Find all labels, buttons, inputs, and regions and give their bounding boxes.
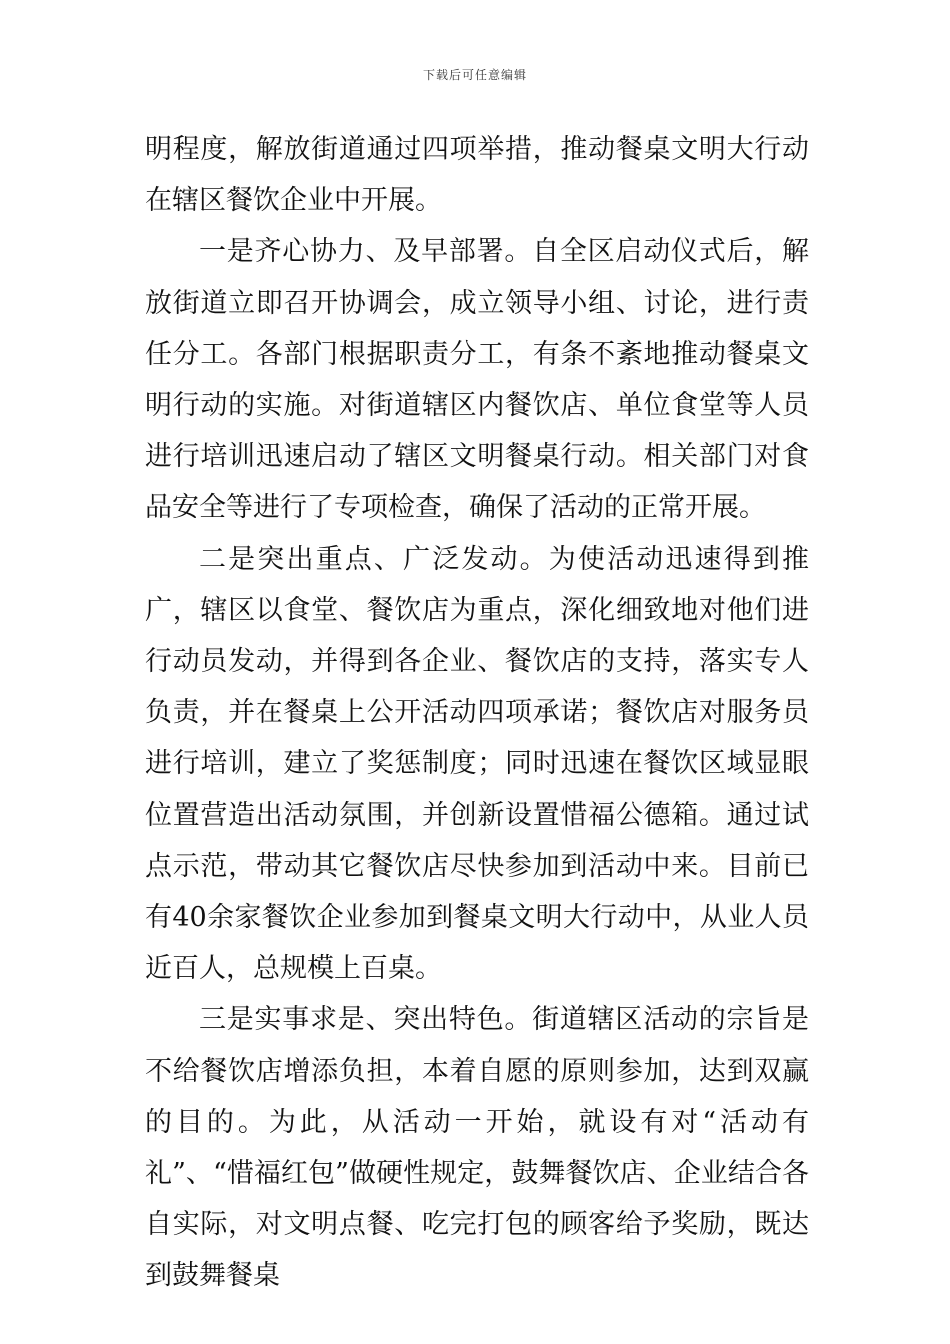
header-note: 下载后可任意编辑 — [422, 68, 527, 82]
paragraph-point-three: 三是实事求是、突出特色。街道辖区活动的宗旨是不给餐饮店增添负担，本着自愿的原则参加，达到双赢的目的。为此，从活动一开始，就设有对“活动有礼”、“惜福红包”做硬性规定，鼓舞餐饮店、企业结合各自实际，对文明点餐、吃完打包的顾客给予奖励，既达到鼓舞餐桌 — [145, 1004, 809, 1292]
document-body — [145, 124, 809, 1302]
paragraph-point-one: 一是齐心协力、及早部署。自全区启动仪式后，解放街道立即召开协调会，成立领导小组、讨论，进行责任分工。各部门根据职责分工，有条不紊地推动餐桌文明行动的实施。对街道辖区内餐饮店、单位食堂等人员进行培训迅速启动了辖区文明餐桌行动。相关部门对食品安全等进行了专项检查，确保了活动的正常开展。 — [145, 236, 809, 524]
paragraph-point-two: 二是突出重点、广泛发动。为使活动迅速得到推广，辖区以食堂、餐饮店为重点，深化细致地对他们进行动员发动，并得到各企业、餐饮店的支持，落实专人负责，并在餐桌上公开活动四项承诺；餐饮店对服务员进行培训，建立了奖惩制度；同时迅速在餐饮区域显眼位置营造出活动氛围，并创新设置惜福公德箱。通过试点示范，带动其它餐饮店尽快参加到活动中来。目前已有40余家餐饮企业参加到餐桌文明大行动中，从业人员近百人，总规模上百桌。 — [145, 543, 809, 985]
paragraph-continuation: 明程度，解放街道通过四项举措，推动餐桌文明大行动在辖区餐饮企业中开展。 — [145, 134, 809, 217]
